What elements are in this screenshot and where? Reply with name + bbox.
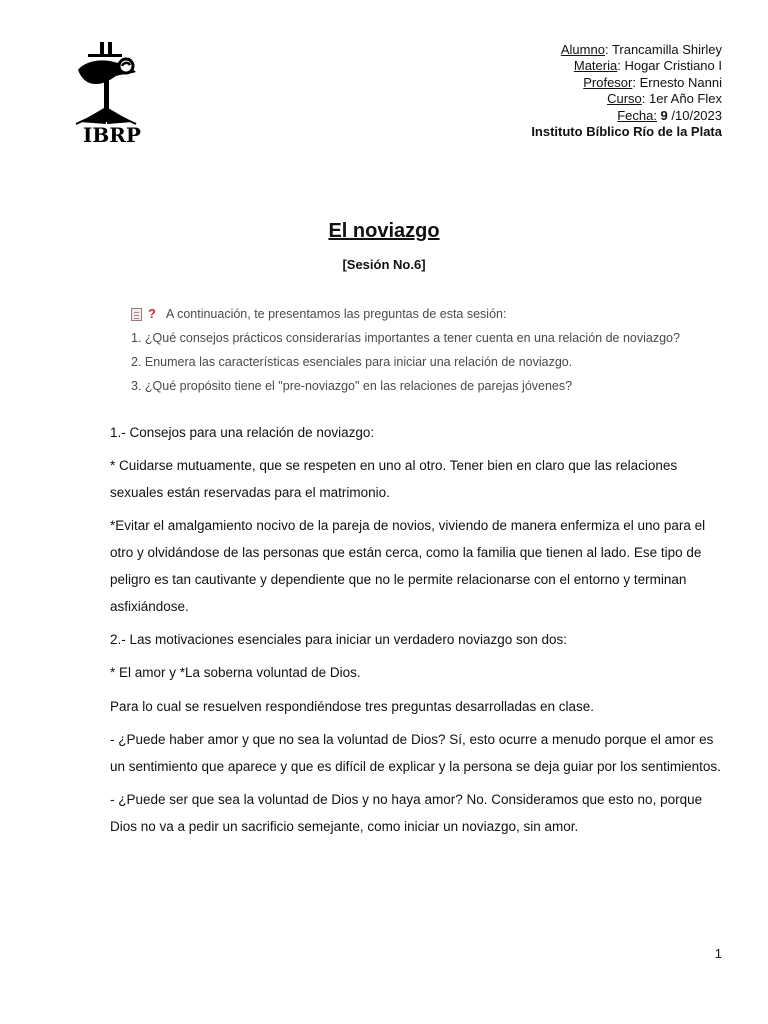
profesor-row: Profesor: Ernesto Nanni [583, 74, 722, 90]
question-item: 3. ¿Qué propósito tiene el "pre-noviazgo" en las relaciones de parejas jóvenes? [131, 379, 573, 393]
body-paragraph: Para lo cual se resuelven respondiéndose tres preguntas desarrolladas en clase. [110, 698, 595, 714]
profesor-label: Profesor [583, 74, 633, 90]
logo-text: IBRP [83, 123, 141, 146]
materia-value: Hogar Cristiano I [620, 58, 722, 74]
alumno-row: Alumno: Trancamilla Shirley [560, 42, 722, 57]
body-paragraph: * Cuidarse mutuamente, que se respeten en uno al otro. Tener bien en claro que las relaciones sexuales están reservadas para el matrimonio. [110, 458, 678, 501]
fecha-day: 9 [656, 107, 668, 123]
institute-name: Instituto Bíblico Río de la Plata [531, 124, 722, 140]
profesor-value: Ernesto Nanni [636, 74, 722, 90]
curso-row: Curso: 1er Año Flex [607, 91, 722, 107]
materia-label: Materia [573, 58, 618, 74]
body-paragraph: * El amor y *La soberna voluntad de Dios. [110, 665, 361, 681]
answer-heading-2: 2.- Las motivaciones esenciales para iniciar un verdadero noviazgo son dos: [110, 632, 568, 648]
alumno-label: Alumno [560, 42, 605, 57]
ibrp-logo [70, 40, 154, 146]
alumno-value: Trancamilla Shirley [608, 42, 722, 57]
curso-label: Curso [607, 91, 642, 107]
question-item: 2. Enumera las características esenciales para iniciar una relación de noviazgo. [131, 355, 573, 369]
questions-intro: A continuación, te presentamos las preguntas de esta sesión: [165, 307, 507, 321]
session-questions [131, 302, 680, 398]
document-icon [131, 308, 142, 321]
answer-heading-1: 1.- Consejos para una relación de noviazgo: [110, 425, 375, 440]
body-paragraph: - ¿Puede ser que sea la voluntad de Dios y no haya amor? No. Consideramos que esto no, porque Dios no va a pedir un sacrificio semejante, como iniciar un noviazgo, sin amor. [110, 792, 703, 834]
page-number: 1 [714, 946, 722, 961]
curso-value: 1er Año Flex [645, 91, 722, 107]
body-paragraph: - ¿Puede haber amor y que no sea la voluntad de Dios? Sí, esto ocurre a menudo porque el amor es un sentimiento que aparece y que es difícil de explicar y la persona se deja guiar por los sentimientos. [110, 731, 721, 774]
fecha-row [531, 108, 722, 124]
question-item: 1. ¿Qué consejos prácticos considerarías importantes a tener cuenta en una relación de noviazgo? [131, 331, 680, 345]
fecha-rest: /10/2023 [667, 107, 722, 123]
session-subtitle: [Sesión No.6] [342, 257, 426, 272]
materia-row: Materia: Hogar Cristiano I [573, 58, 722, 74]
fecha-label: Fecha: [617, 107, 657, 123]
document-title: El noviazgo [328, 220, 440, 242]
questions-intro-row [131, 302, 671, 326]
document-body [110, 420, 722, 847]
body-paragraph: *Evitar el amalgamiento nocivo de la pareja de novios, viviendo de manera enfermiza el uno para el otro y olvidándose de las personas que están cerca, como la familia que tienen al lado. Ese tipo de peligro es tan cautivante y dependiente que no le permite relacionarse con el entorno y terminan asfixiándose. [110, 518, 706, 614]
student-info [531, 42, 722, 140]
question-mark-icon: ? [148, 306, 156, 321]
